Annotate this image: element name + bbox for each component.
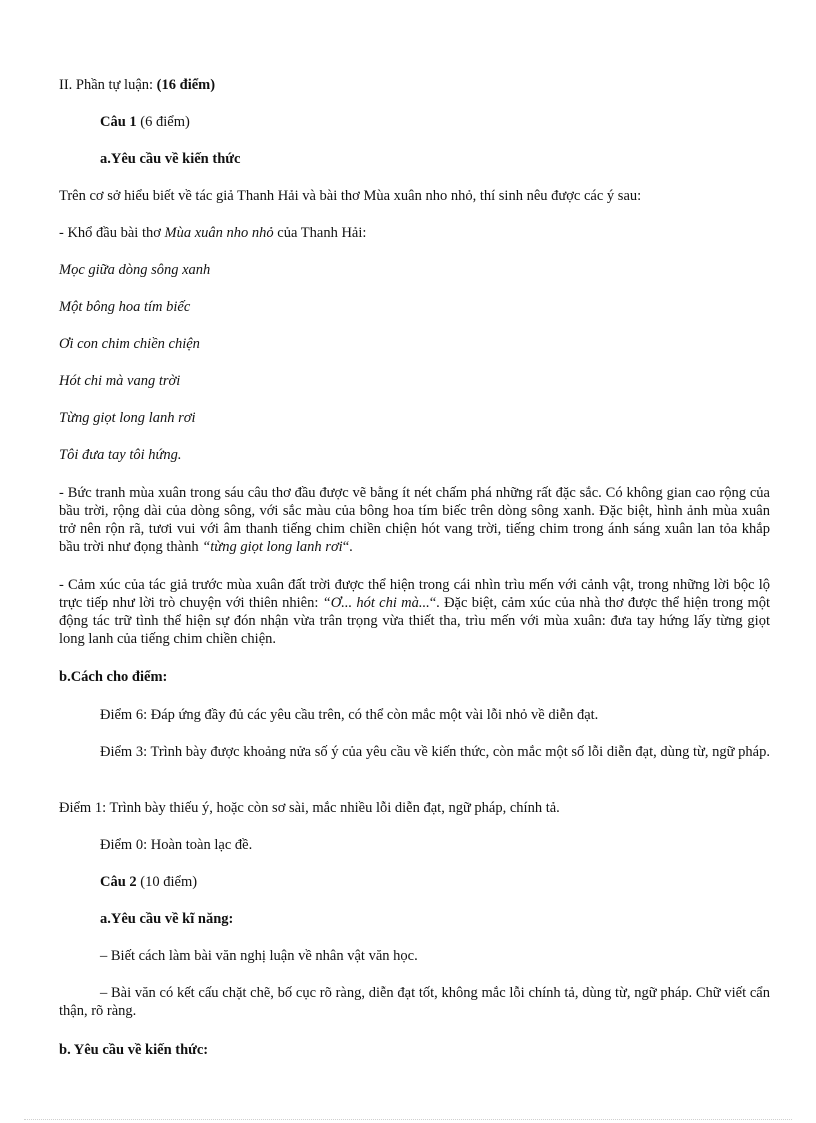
stanza-intro-pre: - Khổ đầu bài thơ — [59, 225, 165, 241]
poem-line-text: Mọc giữa dòng sông xanh — [59, 262, 211, 278]
poem-line-text: Ơi con chim chiền chiện — [59, 336, 200, 352]
question-2-points: (10 điểm) — [136, 874, 198, 890]
poem-line-text: Hót chi mà vang trời — [59, 373, 181, 389]
poem-line — [59, 335, 770, 353]
analysis-paragraph-1-quote: “từng giọt long lanh rơi — [202, 539, 343, 555]
poem-line-text: Từng giọt long lanh rơi — [59, 410, 196, 426]
poem-line — [59, 409, 770, 427]
question-2-part-a-title — [100, 910, 770, 928]
poem-line — [59, 372, 770, 390]
analysis-paragraph-2 — [59, 576, 770, 648]
poem-line-text: Tôi đưa tay tôi hứng. — [59, 447, 182, 463]
question-2-part-b-title — [59, 1041, 770, 1059]
analysis-paragraph-2-end: “. Đặc biệt, cảm xúc của nhà thơ được thể hiện trong một động tác trữ tình thể hiện sự đón nhận vừa trân trọng vừa thiết tha, trìu mến với mùa xuân: đưa tay hứng lấy từng giọt long lanh của tiếng chim chiền chiện. — [59, 595, 771, 647]
skill-requirement-1: – Biết cách làm bài văn nghị luận về nhân vật văn học. — [100, 948, 418, 964]
poem-line — [59, 261, 770, 279]
question-1-part-a-title — [100, 150, 770, 168]
analysis-paragraph-1-end: “. — [342, 539, 353, 555]
question-1-label: Câu 1 — [100, 114, 137, 130]
question-1-heading — [100, 113, 770, 131]
score-0: Điểm 0: Hoàn toàn lạc đề. — [100, 837, 253, 853]
score-6: Điểm 6: Đáp ứng đầy đủ các yêu cầu trên, có thể còn mắc một vài lỗi nhỏ về diễn đạt. — [100, 707, 599, 723]
score-1: Điểm 1: Trình bày thiếu ý, hoặc còn sơ sài, mắc nhiều lỗi diễn đạt, ngữ pháp, chính tả. — [59, 800, 560, 816]
poem-title: Mùa xuân nho nhỏ — [164, 225, 274, 241]
q2-part-b-title-text: b. Yêu cầu về kiến thức: — [59, 1042, 209, 1058]
part-b-title-text: b.Cách cho điểm: — [59, 669, 168, 685]
page-bottom-divider — [24, 1119, 792, 1120]
score-3: Điểm 3: Trình bày được khoảng nửa số ý của yêu cầu về kiến thức, còn mắc một số lỗi diễn đạt, dùng từ, ngữ pháp. — [100, 744, 770, 760]
analysis-paragraph-1 — [59, 484, 770, 556]
poem-line — [59, 298, 770, 316]
section-heading — [59, 76, 770, 94]
stanza-intro-post: của Thanh Hải: — [273, 225, 367, 241]
question-2-heading — [100, 873, 770, 891]
poem-line — [59, 446, 770, 464]
skill-requirement-2: – Bài văn có kết cấu chặt chẽ, bố cục rõ ràng, diễn đạt tốt, không mắc lỗi chính tả, dùng từ, ngữ pháp. Chữ viết cẩn thận, rõ ràng. — [59, 985, 770, 1019]
part-a-title-text: a.Yêu cầu về kiến thức — [100, 151, 241, 167]
analysis-paragraph-2-text: - Cảm xúc của tác giả trước mùa xuân đất trời được thể hiện trong cái nhìn trìu mến với cảnh vật, trong những lời bộc lộ trực tiếp như lời trò chuyện với thiên nhiên: — [59, 577, 770, 611]
poem-line-text: Một bông hoa tím biếc — [59, 299, 191, 315]
question-1-part-b-title — [59, 668, 770, 686]
stanza-intro — [59, 224, 770, 242]
question-2-label: Câu 2 — [100, 874, 137, 890]
section-heading-text: II. Phần tự luận: — [59, 77, 157, 93]
question-1-intro: Trên cơ sở hiểu biết về tác giả Thanh Hải và bài thơ Mùa xuân nho nhỏ, thí sinh nêu được các ý sau: — [59, 188, 642, 204]
section-heading-points: (16 điểm) — [156, 77, 216, 93]
question-1-points: (6 điểm) — [136, 114, 190, 130]
q2-part-a-title-text: a.Yêu cầu về kĩ năng: — [100, 911, 234, 927]
analysis-paragraph-2-quote: “Ơ... hót chi mà... — [322, 595, 430, 611]
analysis-paragraph-1-text: - Bức tranh mùa xuân trong sáu câu thơ đầu được vẽ bằng ít nét chấm phá những rất đặc sắc. Có không gian cao rộng của bầu trời, rộng dài của dòng sông, với sắc màu của bông hoa tím biếc trên dòng sông xanh. Đặc biệt, hình ảnh mùa xuân trở nên rộn rã, tươi vui với âm thanh tiếng chim chiền chiện hót vang trời, tiếng chim trong ánh sáng xuân lan tỏa khắp bầu trời như đọng thành — [59, 485, 770, 555]
